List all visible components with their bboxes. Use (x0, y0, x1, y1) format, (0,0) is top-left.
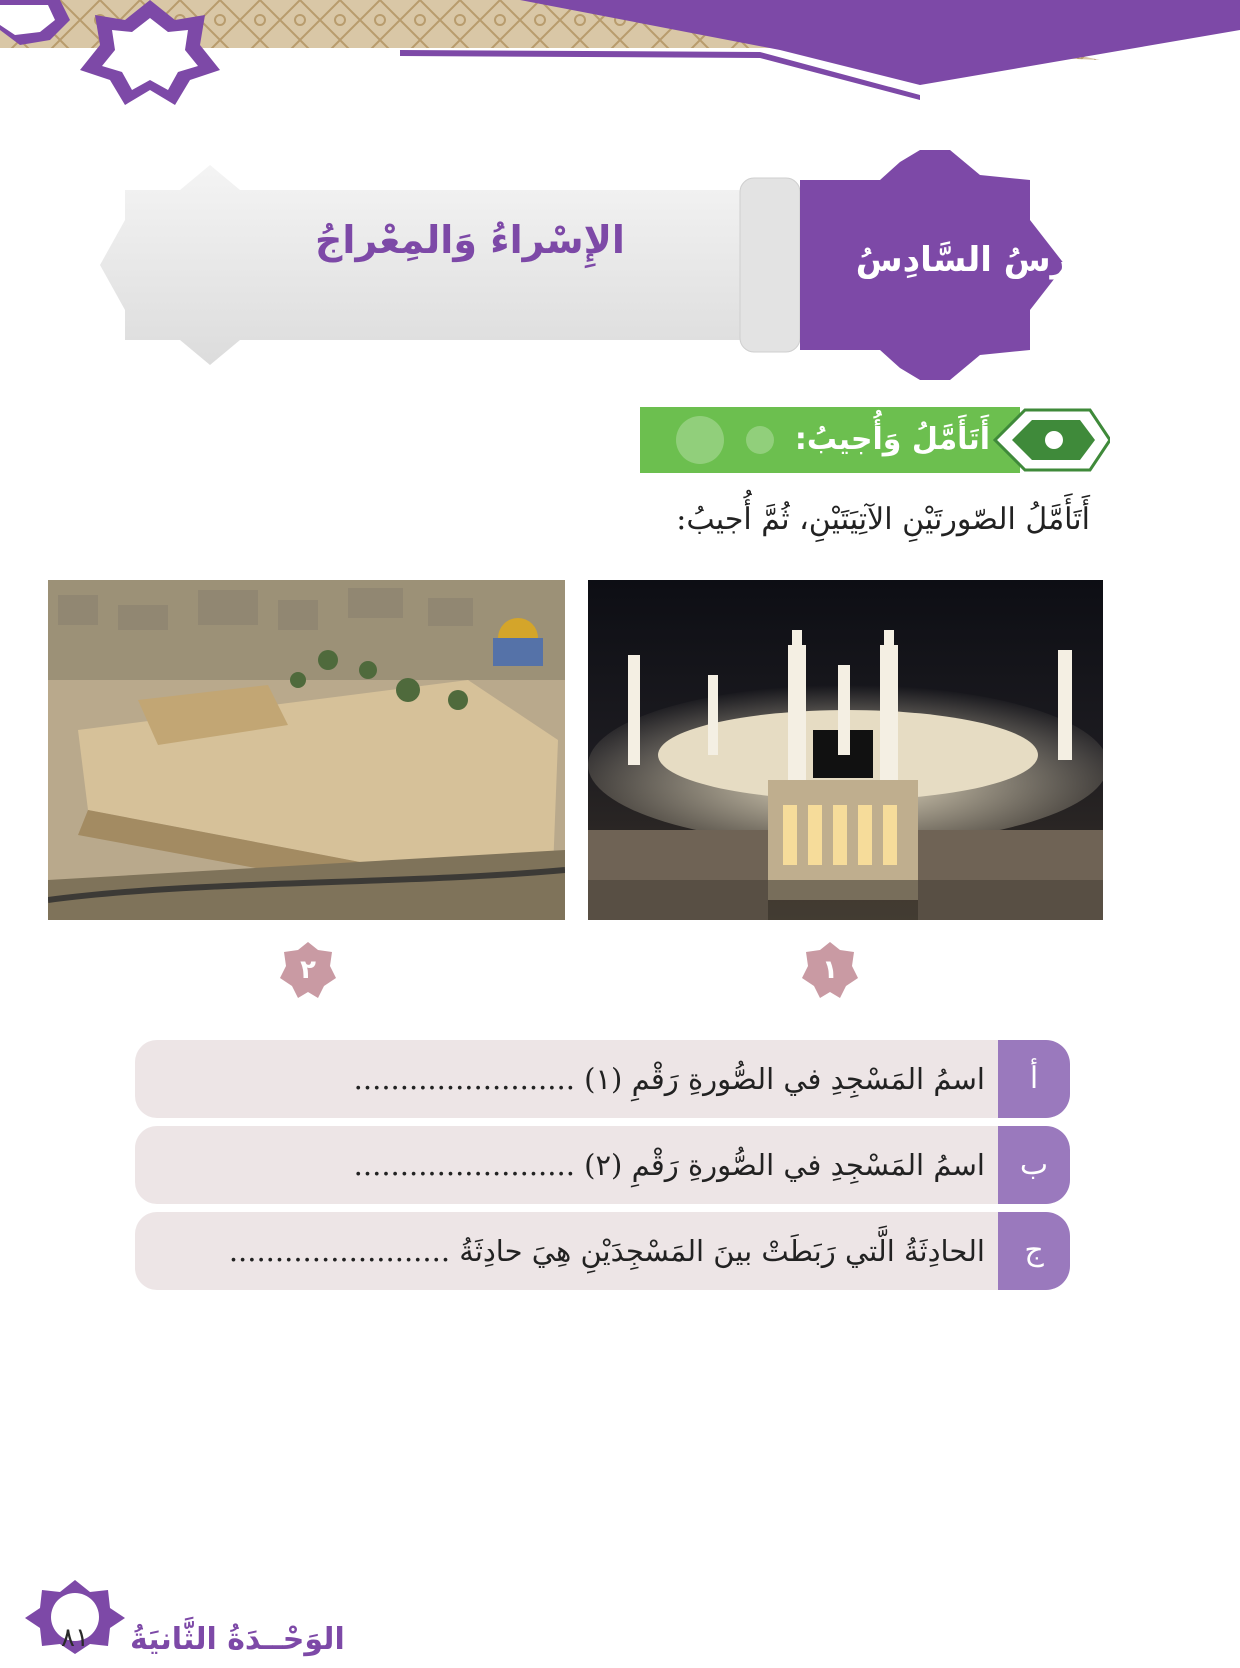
question-row-a[interactable] (135, 1040, 1070, 1118)
kaaba-night-photo (588, 580, 1103, 920)
unit-label: الوَحْــدَةُ الثَّانيَةُ (130, 1622, 345, 1657)
question-text-c: الحادِثَةُ الَّتي رَبَطَتْ بينَ المَسْجِدَيْنِ هِيَ حادِثَةُ ........................ (228, 1234, 985, 1268)
question-letter-b: ب (998, 1126, 1070, 1204)
lesson-title: الإِسْراءُ وَالمِعْراجُ (315, 218, 625, 262)
question-letter-c: ج (998, 1212, 1070, 1290)
header-pattern-band (0, 0, 1240, 110)
question-text-a: اسمُ المَسْجِدِ في الصُّورةِ رَقْمِ (١) ........................ (353, 1062, 985, 1096)
question-row-b[interactable] (135, 1126, 1070, 1204)
instruction-text: أَتَأَمَّلُ الصّورتَيْنِ الآتِيَتَيْنِ، ثُمَّ أُجيبُ: (676, 502, 1090, 537)
image-number-2: ٢ (300, 955, 316, 985)
al-aqsa-aerial-photo (48, 580, 565, 920)
question-row-c[interactable] (135, 1212, 1070, 1290)
section-title: أَتَأَمَّلُ وَأُجيبُ: (794, 422, 990, 457)
lesson-number-label: الدَّرْسُ السَّادِسُ (855, 240, 1115, 280)
question-text-b: اسمُ المَسْجِدِ في الصُّورةِ رَقْمِ (٢) ........................ (353, 1148, 985, 1182)
image-number-1: ١ (822, 955, 838, 985)
image-number-badge-1 (800, 940, 860, 1000)
page-number: ٨١ (61, 1623, 89, 1653)
image-number-badge-2 (278, 940, 338, 1000)
question-letter-a: أ (998, 1040, 1070, 1118)
